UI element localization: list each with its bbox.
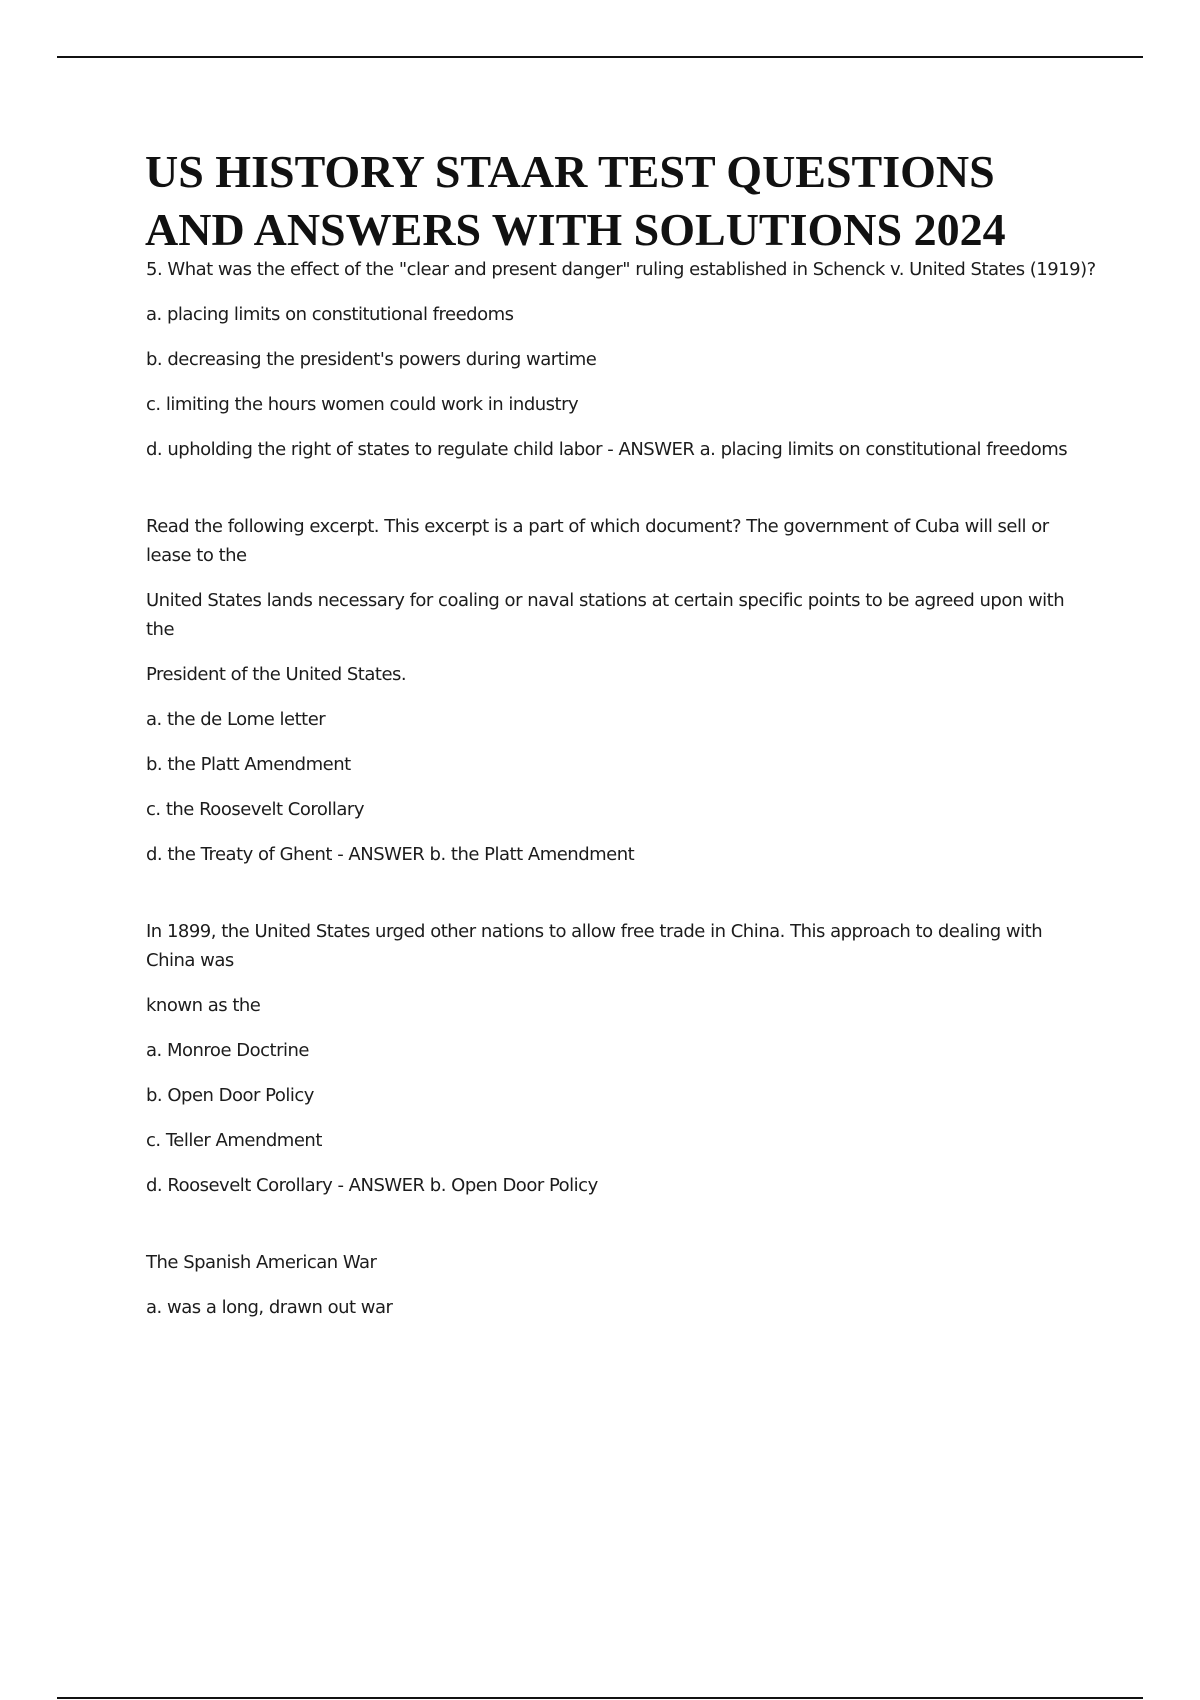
answer-option-with-solution: d. the Treaty of Ghent - ANSWER b. the Platt Amendment [146, 844, 635, 865]
question-text: Read the following excerpt. This excerpt is a part of which document? The government of Cuba will sell or lease to the [146, 516, 1049, 566]
question-text: The Spanish American War [146, 1252, 377, 1273]
answer-option: b. Open Door Policy [146, 1085, 314, 1106]
answer-option: a. Monroe Doctrine [146, 1040, 309, 1061]
answer-option: c. Teller Amendment [146, 1130, 322, 1151]
answer-option-with-solution: d. Roosevelt Corollary - ANSWER b. Open Door Policy [146, 1175, 598, 1196]
answer-option: c. limiting the hours women could work in industry [146, 394, 579, 415]
question-block-platt [146, 512, 1096, 869]
answer-option-with-solution: d. upholding the right of states to regulate child labor - ANSWER a. placing limits on constitutional freedoms [146, 439, 1068, 460]
question-text: 5. What was the effect of the "clear and present danger" ruling established in Schenck v. United States (1919)? [146, 259, 1096, 280]
bottom-rule [57, 1697, 1143, 1699]
document-body [146, 255, 1096, 1338]
question-block-schenck [146, 255, 1096, 464]
title-line-1: US HISTORY STAAR TEST QUESTIONS [145, 146, 995, 197]
title-line-2: AND ANSWERS WITH SOLUTIONS 2024 [145, 204, 1006, 255]
answer-option: a. placing limits on constitutional freedoms [146, 304, 514, 325]
document-title [145, 143, 1105, 259]
top-rule [57, 56, 1143, 58]
answer-option: b. the Platt Amendment [146, 754, 351, 775]
answer-option: a. was a long, drawn out war [146, 1297, 393, 1318]
question-text: In 1899, the United States urged other nations to allow free trade in China. This approach to dealing with China was [146, 921, 1043, 971]
question-text: President of the United States. [146, 664, 407, 685]
answer-option: c. the Roosevelt Corollary [146, 799, 364, 820]
answer-option: b. decreasing the president's powers during wartime [146, 349, 597, 370]
question-text: United States lands necessary for coaling or naval stations at certain specific points to be agreed upon with the [146, 590, 1065, 640]
question-block-spanish-american-war [146, 1248, 1096, 1322]
question-text: known as the [146, 995, 261, 1016]
question-block-open-door [146, 917, 1096, 1200]
answer-option: a. the de Lome letter [146, 709, 326, 730]
